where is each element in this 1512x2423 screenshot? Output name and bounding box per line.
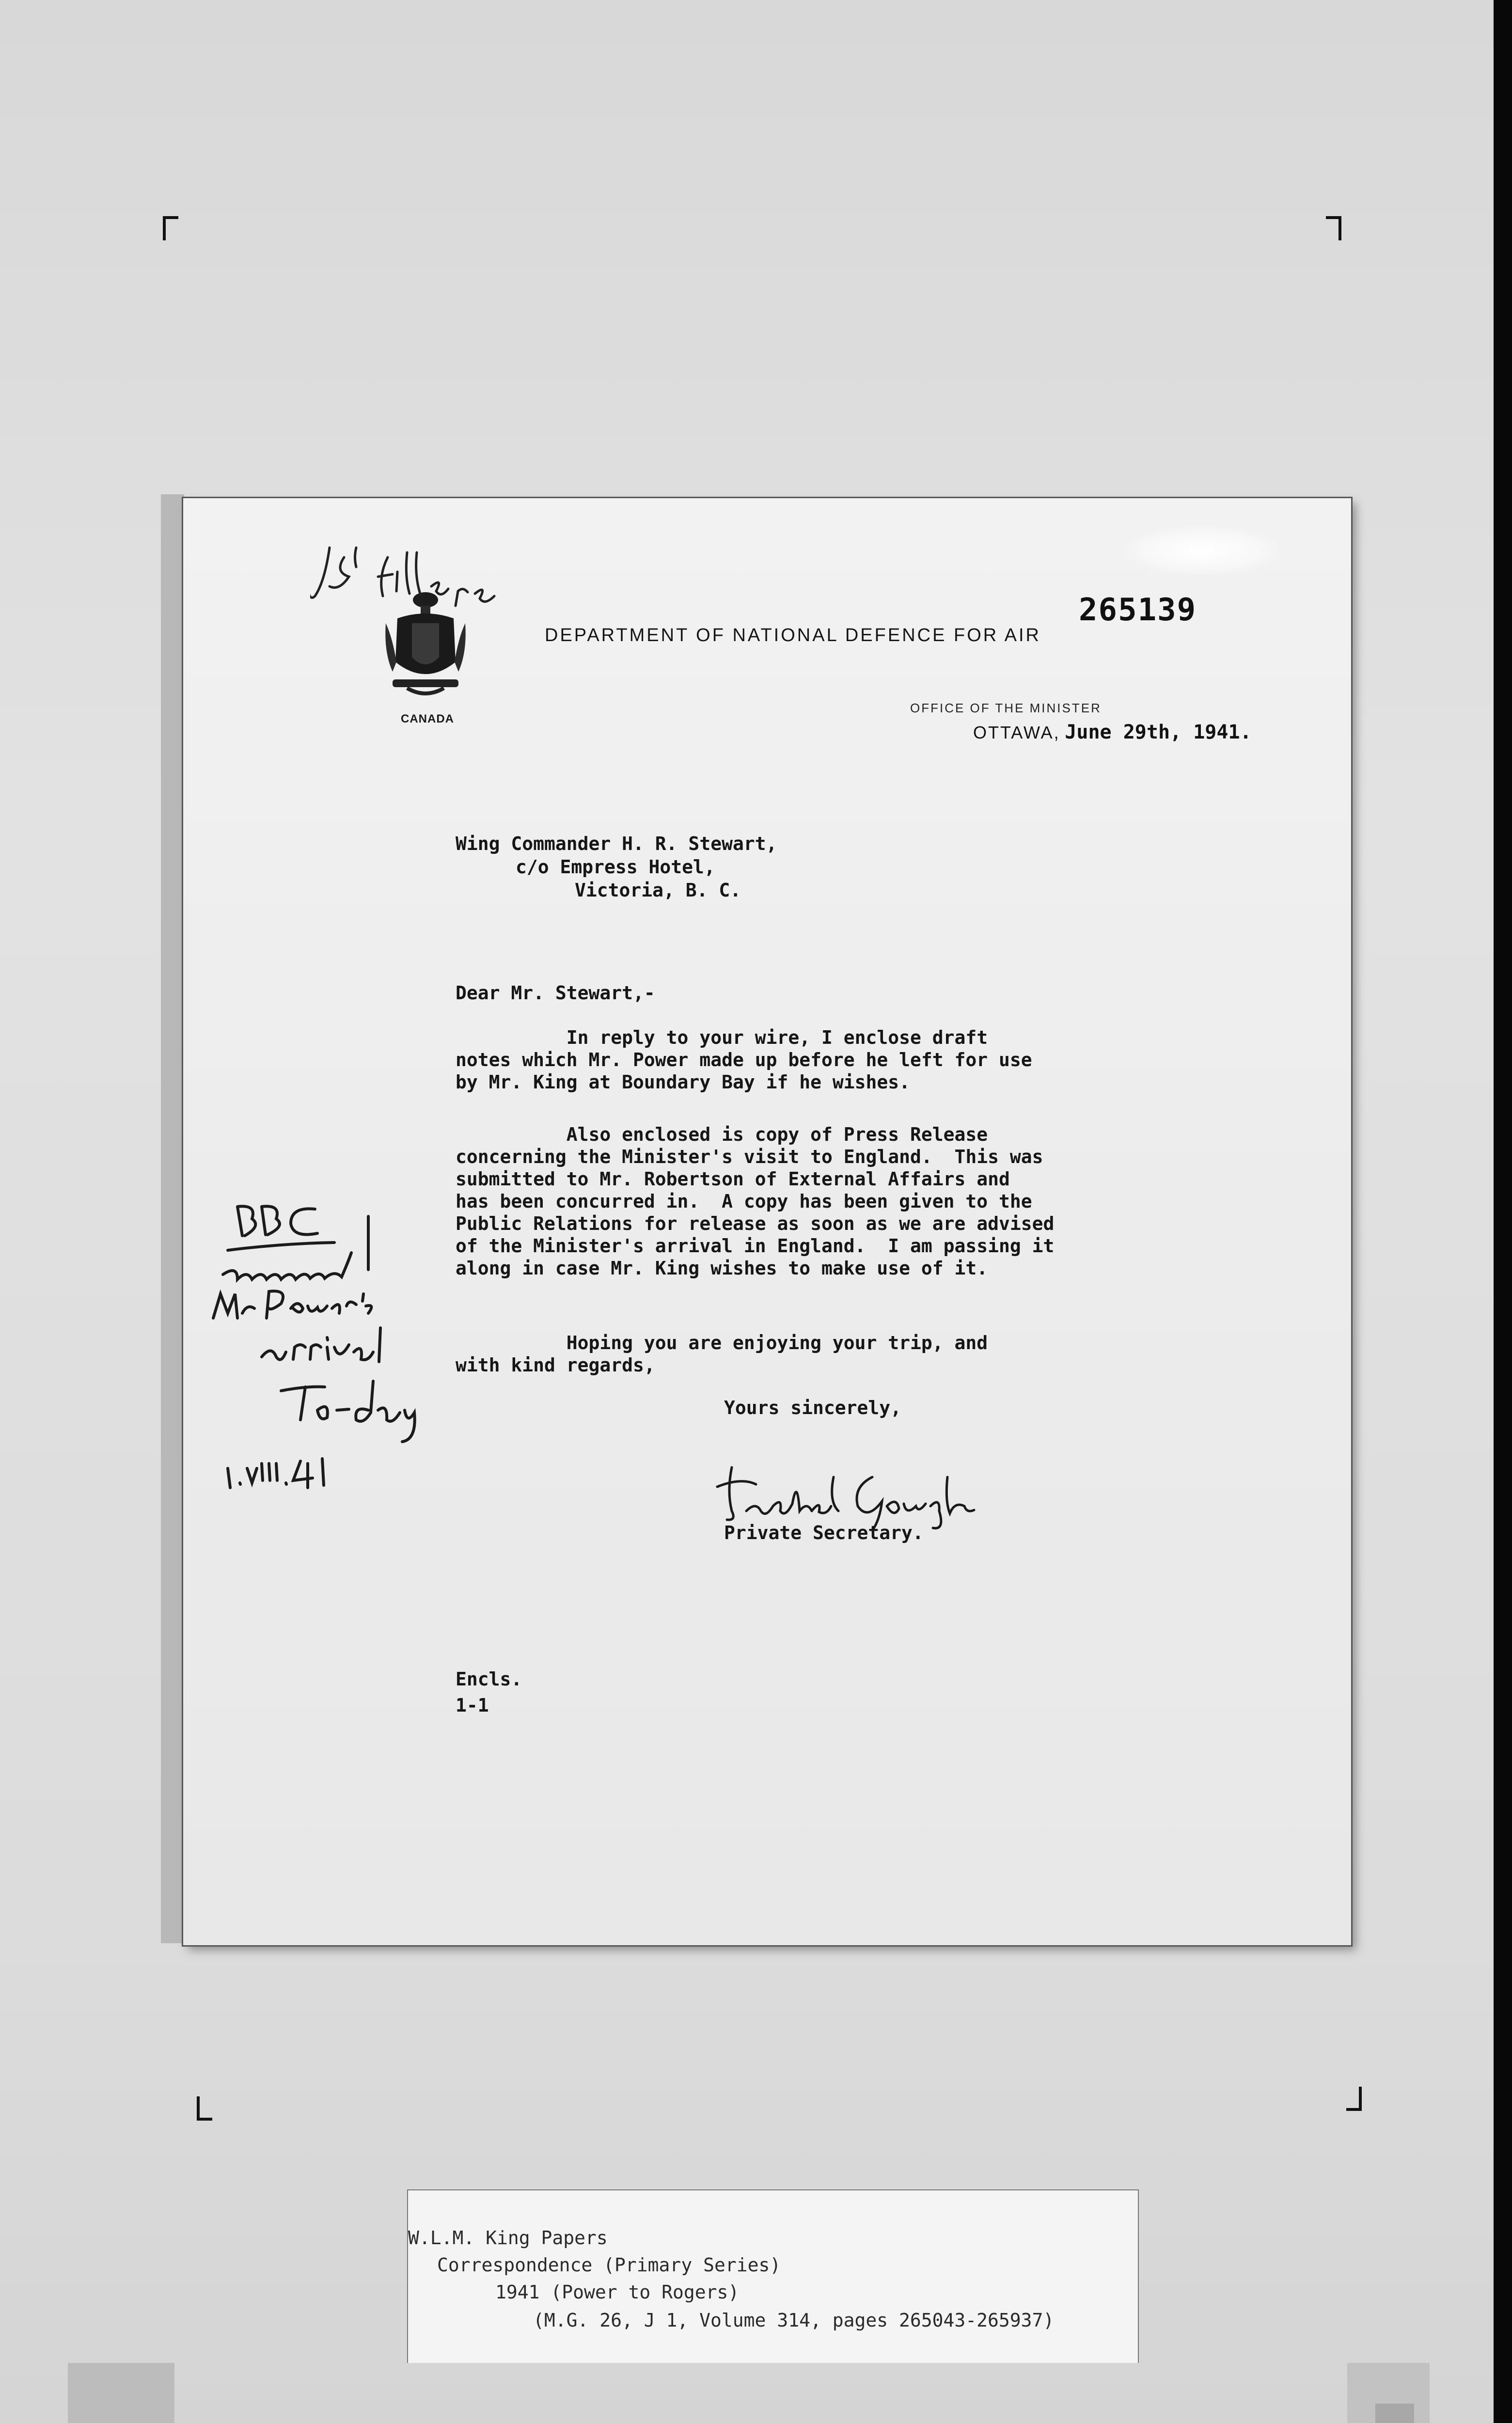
paper-tear <box>1124 526 1279 575</box>
archives-banner <box>68 2363 1430 2423</box>
recipient-line-2: c/o Empress Hotel, <box>516 856 715 878</box>
place-date <box>973 721 1252 743</box>
crop-mark-top-left <box>163 216 178 240</box>
crop-mark-top-right <box>1326 216 1341 240</box>
archive-line-2: Correspondence (Primary Series) <box>437 2254 781 2276</box>
crop-mark-bottom-right <box>1346 2087 1362 2111</box>
handwritten-file-note <box>310 538 504 645</box>
letter-date: June 29th, 1941. <box>1065 721 1252 743</box>
banner-left-tab <box>68 2363 174 2423</box>
paragraph-1: In reply to your wire, I enclose draft notes which Mr. Power made up before he left for use by Mr. King at Boundary Bay if he wishes. <box>456 1027 1032 1093</box>
place-label: OTTAWA, <box>973 723 1060 742</box>
salutation: Dear Mr. Stewart,- <box>456 982 655 1004</box>
archive-line-4: (M.G. 26, J 1, Volume 314, pages 265043-265937) <box>533 2310 1055 2331</box>
archive-line-3: 1941 (Power to Rogers) <box>495 2281 740 2303</box>
paragraph-3: Hoping you are enjoying your trip, and with kind regards, <box>456 1332 988 1376</box>
film-edge <box>1494 0 1512 2423</box>
banner-right-inner-tab <box>1375 2404 1414 2423</box>
recipient-line-3: Victoria, B. C. <box>575 880 741 901</box>
department-heading: DEPARTMENT OF NATIONAL DEFENCE FOR AIR <box>545 625 1041 645</box>
crest-label: CANADA <box>401 712 454 725</box>
signer-title: Private Secretary. <box>724 1522 924 1543</box>
office-line: OFFICE OF THE MINISTER <box>910 701 1102 715</box>
handwritten-margin-note <box>208 1197 431 1507</box>
crop-mark-bottom-left <box>197 2096 212 2121</box>
letter-shadow-strip <box>161 494 184 1943</box>
enclosures-label: Encls. <box>456 1668 522 1690</box>
document-number: 265139 <box>1079 592 1197 628</box>
recipient-line-1: Wing Commander H. R. Stewart, <box>456 833 777 854</box>
enclosures-count: 1-1 <box>456 1695 489 1716</box>
paragraph-2: Also enclosed is copy of Press Release concerning the Minister's visit to England. This was submitted to Mr. Robertson of External Affairs and has been concurred in. A copy has been given to the Public Relations for release as soon as we are advised of the Minister's arrival in England. I am passing it along in case Mr. King wishes to make use of it. <box>456 1124 1055 1279</box>
closing: Yours sincerely, <box>724 1397 902 1418</box>
archive-line-1: W.L.M. King Papers <box>408 2227 608 2249</box>
